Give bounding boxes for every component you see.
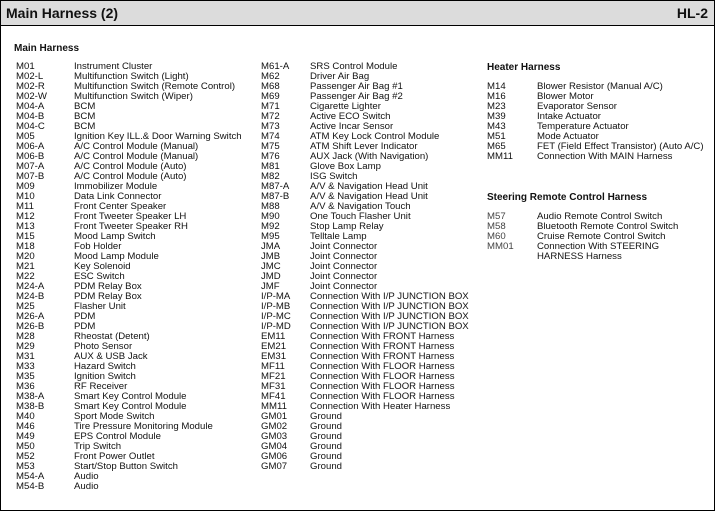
connector-description: Front Tweeter Speaker LH: [74, 211, 187, 222]
page-code: HL-2: [676, 5, 708, 21]
connector-description: Rheostat (Detent): [74, 331, 150, 342]
connector-code: M90: [261, 211, 280, 222]
connector-description: BCM: [74, 121, 96, 132]
connector-code: M04-C: [16, 121, 45, 132]
connector-description: Tire Pressure Monitoring Module: [74, 421, 213, 432]
connector-code: M57: [487, 211, 506, 222]
connector-description: Passenger Air Bag #1: [310, 81, 403, 92]
connector-description: Ground: [310, 431, 342, 442]
connector-description: Blower Motor: [537, 91, 594, 102]
connector-description: EPS Control Module: [74, 431, 161, 442]
connector-description: PDM: [74, 321, 96, 332]
connector-description: Hazard Switch: [74, 361, 136, 372]
connector-code: M68: [261, 81, 280, 92]
connector-code: M31: [16, 351, 35, 362]
connector-code: M15: [16, 231, 35, 242]
connector-code: M50: [16, 441, 35, 452]
connector-code: I/P-MD: [261, 321, 291, 332]
connector-code: M23: [487, 101, 506, 112]
connector-description: Immobilizer Module: [74, 181, 158, 192]
connector-description: Temperature Actuator: [537, 121, 629, 132]
connector-row: [16, 262, 242, 272]
connector-code: M40: [16, 411, 35, 422]
connector-code: M26-B: [16, 321, 45, 332]
connector-code: M24-A: [16, 281, 45, 292]
connector-code: M02-L: [16, 71, 44, 82]
connector-description: Connection With STEERING: [537, 241, 660, 252]
connector-description: Joint Connector: [310, 261, 378, 272]
connector-code: M54-B: [16, 481, 45, 492]
connector-code: M53: [16, 461, 35, 472]
connector-description: Mood Lamp Switch: [74, 231, 156, 242]
connector-row: [261, 412, 469, 422]
connector-code: M20: [16, 251, 35, 262]
connector-description: Start/Stop Button Switch: [74, 461, 178, 472]
connector-description: Connection With I/P JUNCTION BOX: [310, 301, 469, 312]
connector-code: M75: [261, 141, 280, 152]
connector-code: M24-B: [16, 291, 45, 302]
connector-description: Connection With FLOOR Harness: [310, 371, 455, 382]
connector-code: EM11: [261, 331, 286, 342]
connector-code: M43: [487, 121, 506, 132]
connector-description: Front Tweeter Speaker RH: [74, 221, 188, 232]
connector-code: M69: [261, 91, 280, 102]
connector-description: AUX Jack (With Navigation): [310, 151, 429, 162]
connector-description: A/C Control Module (Manual): [74, 151, 199, 162]
connector-description: Ignition Switch: [74, 371, 136, 382]
connector-description: ISG Switch: [310, 171, 358, 182]
connector-description: Mood Lamp Module: [74, 251, 159, 262]
connector-code: [487, 252, 537, 262]
connector-description: Active ECO Switch: [310, 111, 391, 122]
connector-row: [261, 462, 469, 472]
connector-description: Connection With I/P JUNCTION BOX: [310, 321, 469, 332]
connector-code: M81: [261, 161, 280, 172]
connector-description: Multifunction Switch (Light): [74, 71, 189, 82]
page-header: [1, 1, 714, 26]
connector-description: A/C Control Module (Manual): [74, 141, 199, 152]
connector-code: M92: [261, 221, 280, 232]
connector-description: Connection With FRONT Harness: [310, 351, 455, 362]
connector-description: Connection With FLOOR Harness: [310, 381, 455, 392]
connector-row: [16, 482, 242, 492]
connector-description: Mode Actuator: [537, 131, 599, 142]
connector-description: Flasher Unit: [74, 301, 126, 312]
connector-row: [16, 462, 242, 472]
connector-description: Connection With Heater Harness: [310, 401, 451, 412]
connector-code: M82: [261, 171, 280, 182]
connector-code: M36: [16, 381, 35, 392]
connector-description: Ground: [310, 411, 342, 422]
connector-code: M22: [16, 271, 35, 282]
connector-code: M54-A: [16, 471, 45, 482]
connector-code: MM01: [487, 241, 514, 252]
connector-row: [487, 152, 704, 162]
connector-description: Cigarette Lighter: [310, 101, 381, 112]
connector-description: Multifunction Switch (Wiper): [74, 91, 193, 102]
connector-description: Connection With MAIN Harness: [537, 151, 673, 162]
connector-description: Data Link Connector: [74, 191, 162, 202]
connector-code: M61-A: [261, 61, 290, 72]
connector-description: PDM Relay Box: [74, 281, 142, 292]
connector-code: M33: [16, 361, 35, 372]
main-harness-list-col2: [261, 62, 469, 472]
connector-description: A/V & Navigation Head Unit: [310, 191, 428, 202]
connector-description: PDM Relay Box: [74, 291, 142, 302]
connector-row: [16, 92, 242, 102]
connector-code: M10: [16, 191, 35, 202]
heater-harness-title: Heater Harness: [487, 62, 561, 73]
steering-harness-list: [487, 212, 678, 262]
connector-description: Ignition Key ILL.& Door Warning Switch: [74, 131, 242, 142]
connector-code: M71: [261, 101, 280, 112]
connector-row: [16, 292, 242, 302]
connector-code: GM07: [261, 461, 288, 472]
connector-code: M38-A: [16, 391, 45, 402]
connector-description: A/V & Navigation Touch: [310, 201, 411, 212]
connector-code: GM06: [261, 451, 288, 462]
connector-description: Glove Box Lamp: [310, 161, 381, 172]
connector-code: M04-B: [16, 111, 45, 122]
connector-code: M28: [16, 331, 35, 342]
connector-description: Connection With I/P JUNCTION BOX: [310, 311, 469, 322]
connector-description: Joint Connector: [310, 251, 378, 262]
main-harness-title: Main Harness: [14, 43, 80, 54]
connector-code: M04-A: [16, 101, 45, 112]
connector-row: [261, 432, 469, 442]
connector-description: A/C Control Module (Auto): [74, 161, 187, 172]
connector-code: MM11: [487, 151, 513, 162]
connector-code: GM01: [261, 411, 288, 422]
connector-code: M51: [487, 131, 506, 142]
connector-code: MF31: [261, 381, 286, 392]
steering-harness-title: Steering Remote Control Harness: [487, 192, 648, 203]
connector-code: M25: [16, 301, 35, 312]
connector-code: I/P-MC: [261, 311, 291, 322]
connector-code: M14: [487, 81, 506, 92]
connector-description: Multifunction Switch (Remote Control): [74, 81, 236, 92]
connector-description: BCM: [74, 101, 96, 112]
connector-row: [16, 112, 242, 122]
connector-row: [16, 312, 242, 322]
connector-code: M06-A: [16, 141, 45, 152]
connector-code: JMF: [261, 281, 280, 292]
connector-code: M02-R: [16, 81, 45, 92]
connector-description: Stop Lamp Relay: [310, 221, 384, 232]
connector-code: M73: [261, 121, 280, 132]
connector-code: M88: [261, 201, 280, 212]
connector-description: Ground: [310, 461, 342, 472]
connector-description: BCM: [74, 111, 96, 122]
connector-code: MF41: [261, 391, 286, 402]
connector-code: M65: [487, 141, 506, 152]
connector-description: AUX & USB Jack: [74, 351, 148, 362]
connector-row: [261, 162, 469, 172]
connector-code: M01: [16, 61, 35, 72]
connector-row: [16, 432, 242, 442]
connector-description: Audio: [74, 481, 99, 492]
connector-description: Ground: [310, 451, 342, 462]
connector-description: Fob Holder: [74, 241, 122, 252]
connector-code: M74: [261, 131, 280, 142]
connector-code: M11: [16, 201, 34, 212]
connector-code: M26-A: [16, 311, 45, 322]
connector-description: SRS Control Module: [310, 61, 398, 72]
connector-description: Joint Connector: [310, 241, 378, 252]
connector-description: Connection With I/P JUNCTION BOX: [310, 291, 469, 302]
connector-description: Key Solenoid: [74, 261, 131, 272]
connector-description: Ground: [310, 441, 342, 452]
heater-harness-list: [487, 82, 704, 162]
connector-description: Instrument Cluster: [74, 61, 153, 72]
connector-description: Intake Actuator: [537, 111, 601, 122]
page-title: Main Harness (2): [6, 5, 119, 21]
main-harness-list-col1: [16, 62, 242, 492]
connector-code: M87-A: [261, 181, 290, 192]
connector-code: I/P-MA: [261, 291, 291, 302]
connector-description: Telltale Lamp: [310, 231, 367, 242]
connector-row: [16, 102, 242, 112]
connector-code: M38-B: [16, 401, 45, 412]
connector-description: Smart Key Control Module: [74, 401, 187, 412]
connector-description: Blower Resistor (Manual A/C): [537, 81, 663, 92]
connector-code: M58: [487, 221, 506, 232]
connector-description: Bluetooth Remote Control Switch: [537, 221, 679, 232]
connector-description: Sport Mode Switch: [74, 411, 155, 422]
connector-code: M06-B: [16, 151, 45, 162]
connector-description: Ground: [310, 421, 342, 432]
connector-description: Front Center Speaker: [74, 201, 167, 212]
connector-code: M52: [16, 451, 35, 462]
connector-code: GM04: [261, 441, 288, 452]
connector-code: M76: [261, 151, 280, 162]
connector-code: M02-W: [16, 91, 47, 102]
connector-code: GM02: [261, 421, 288, 432]
connector-description: Connection With FLOOR Harness: [310, 361, 455, 372]
connector-description: Front Power Outlet: [74, 451, 155, 462]
connector-code: JMB: [261, 251, 281, 262]
connector-description: Connection With FRONT Harness: [310, 341, 455, 352]
connector-code: M07-B: [16, 171, 45, 182]
connector-code: M62: [261, 71, 280, 82]
connector-code: M39: [487, 111, 506, 122]
connector-code: EM21: [261, 341, 287, 352]
connector-description: A/C Control Module (Auto): [74, 171, 187, 182]
connector-code: M21: [16, 261, 35, 272]
connector-code: GM03: [261, 431, 288, 442]
connector-row: [16, 372, 242, 382]
connector-code: JMC: [261, 261, 281, 272]
connector-description: FET (Field Effect Transistor) (Auto A/C): [537, 141, 704, 152]
connector-description: Photo Sensor: [74, 341, 133, 352]
connector-description: ESC Switch: [74, 271, 125, 282]
connector-description: Evaporator Sensor: [537, 101, 617, 112]
connector-description: PDM: [74, 311, 96, 322]
connector-row: [261, 422, 469, 432]
connector-code: MF11: [261, 361, 285, 372]
connector-description: Active Incar Sensor: [310, 121, 394, 132]
connector-description: Connection With FLOOR Harness: [310, 391, 455, 402]
connector-description: Driver Air Bag: [310, 71, 370, 82]
connector-description: Smart Key Control Module: [74, 391, 187, 402]
connector-row: [261, 442, 469, 452]
connector-code: EM31: [261, 351, 287, 362]
connector-description: RF Receiver: [74, 381, 128, 392]
connector-code: M12: [16, 211, 35, 222]
connector-description: Joint Connector: [310, 271, 378, 282]
connector-description: ATM Shift Lever Indicator: [310, 141, 418, 152]
connector-description: Cruise Remote Control Switch: [537, 231, 666, 242]
connector-row: [261, 452, 469, 462]
connector-code: MM11: [261, 401, 287, 412]
connector-code: M35: [16, 371, 35, 382]
connector-description: Audio: [74, 471, 99, 482]
connector-description: Audio Remote Control Switch: [537, 211, 663, 222]
connector-description: HARNESS Harness: [537, 251, 622, 262]
connector-description: One Touch Flasher Unit: [310, 211, 411, 222]
connector-code: M72: [261, 111, 280, 122]
connector-code: M07-A: [16, 161, 45, 172]
connector-row: [261, 402, 469, 412]
connector-row: [16, 232, 242, 242]
connector-code: M49: [16, 431, 35, 442]
connector-code: I/P-MB: [261, 301, 291, 312]
connector-code: M16: [487, 91, 506, 102]
connector-code: MF21: [261, 371, 286, 382]
connector-description: A/V & Navigation Head Unit: [310, 181, 428, 192]
connector-row: [16, 302, 242, 312]
connector-code: M09: [16, 181, 35, 192]
connector-code: M29: [16, 341, 35, 352]
connector-description: ATM Key Lock Control Module: [310, 131, 440, 142]
connector-code: M87-B: [261, 191, 290, 202]
connector-code: M60: [487, 231, 506, 242]
connector-description: Passenger Air Bag #2: [310, 91, 403, 102]
connector-row: [487, 252, 678, 262]
connector-code: M13: [16, 221, 35, 232]
connector-description: Joint Connector: [310, 281, 378, 292]
connector-code: M46: [16, 421, 35, 432]
connector-code: JMA: [261, 241, 281, 252]
connector-description: Trip Switch: [74, 441, 122, 452]
connector-code: M05: [16, 131, 35, 142]
connector-description: Connection With FRONT Harness: [310, 331, 455, 342]
connector-code: JMD: [261, 271, 281, 282]
connector-row: [16, 472, 242, 482]
connector-code: M18: [16, 241, 35, 252]
connector-code: M95: [261, 231, 280, 242]
connector-row: [487, 82, 704, 92]
